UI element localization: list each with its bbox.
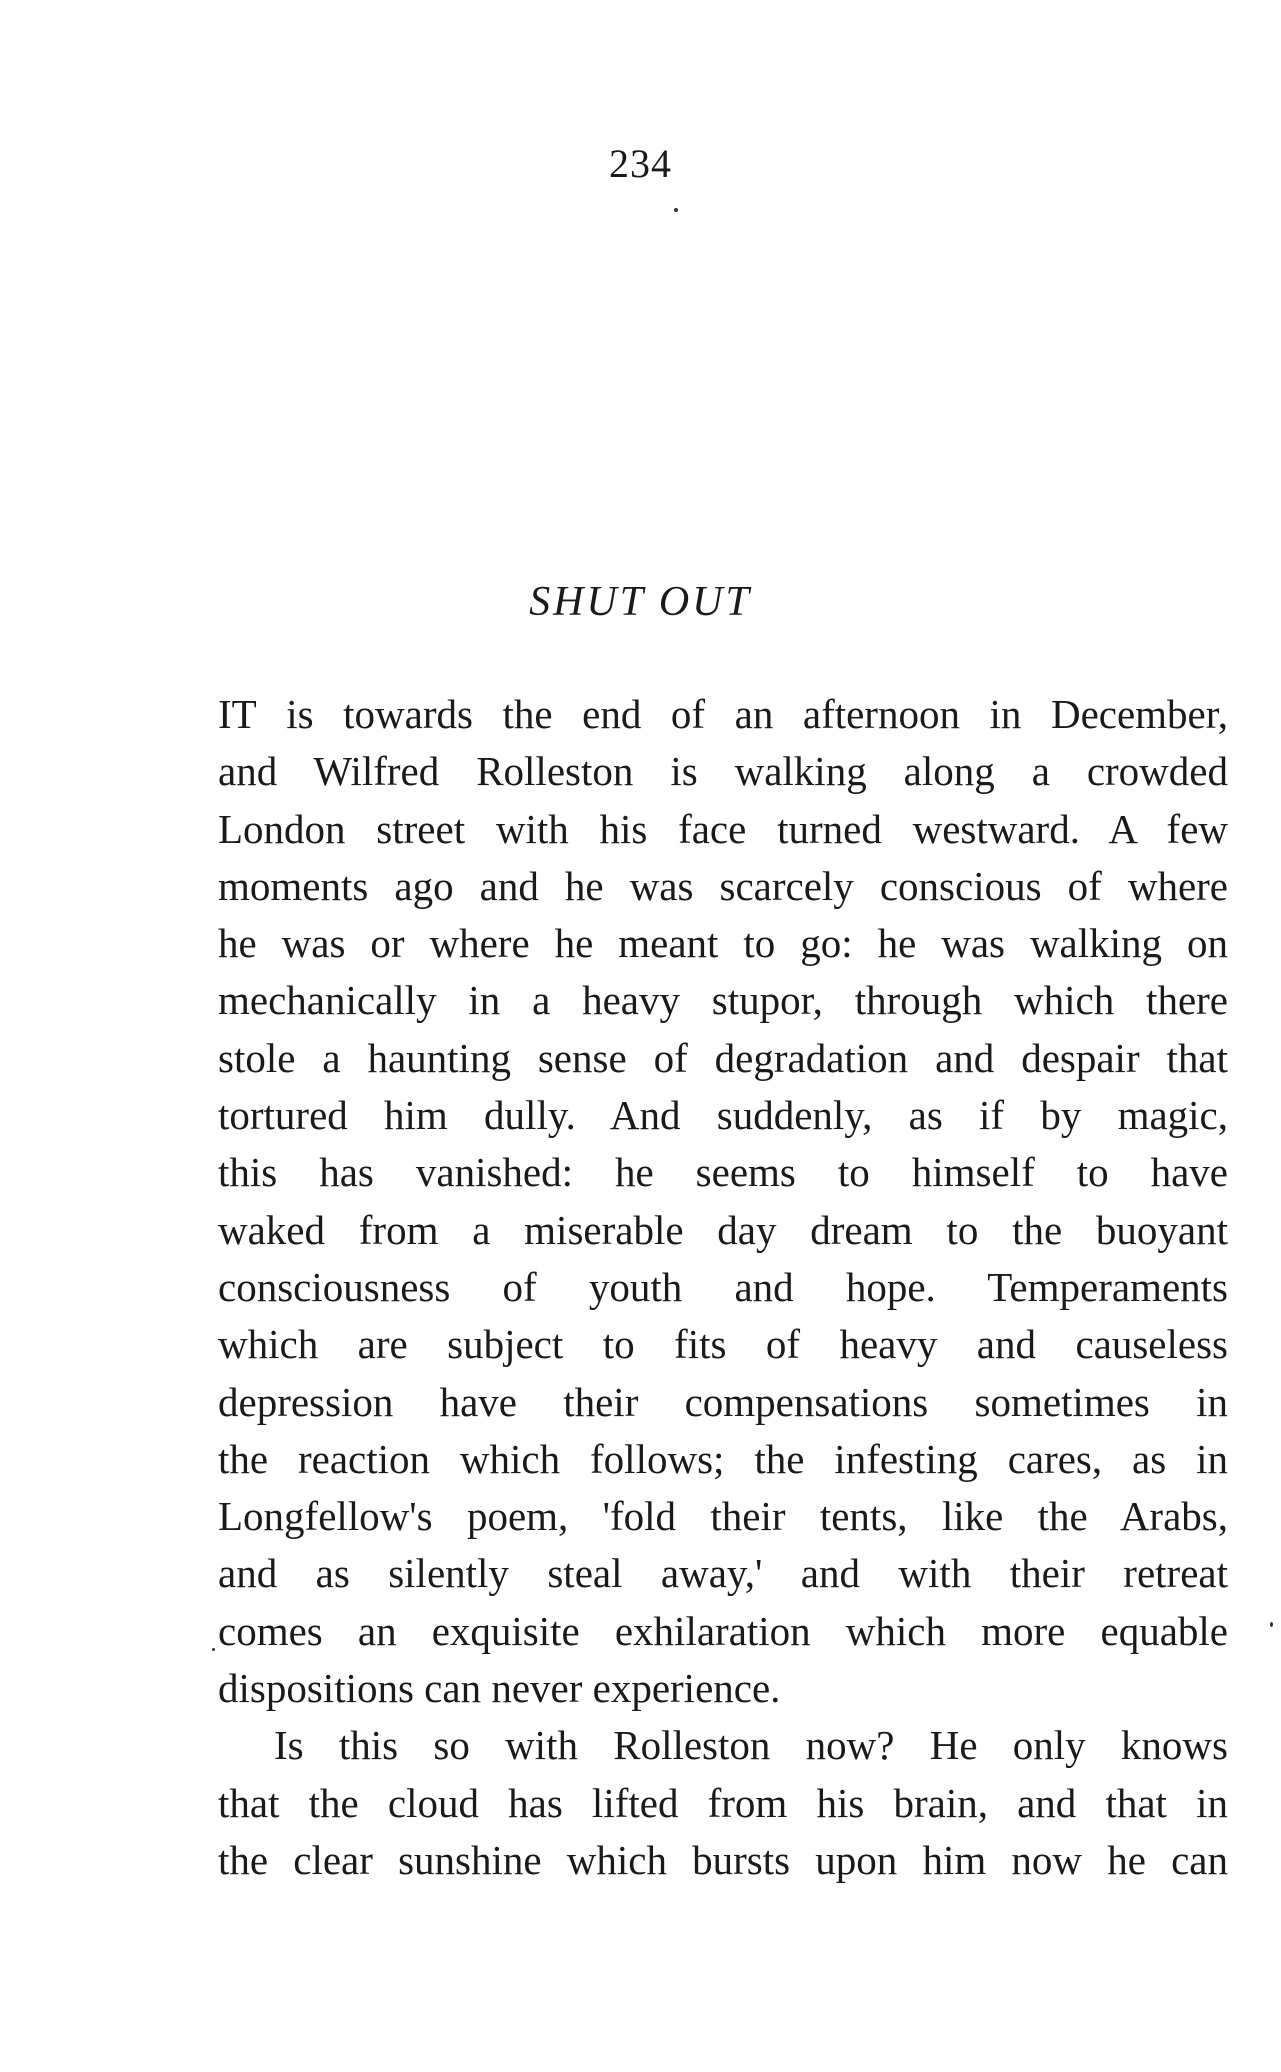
text-line-16: and as silently steal away,' and with their retreat	[218, 1550, 1228, 1597]
body-text	[218, 686, 1228, 1889]
drop-initial: I	[218, 691, 232, 737]
margin-speck	[1270, 1622, 1273, 1627]
text-line-7: stole a haunting sense of degradation and despair that	[218, 1034, 1228, 1081]
text-line-12: which are subject to fits of heavy and causeless	[218, 1321, 1228, 1368]
text-line-11: consciousness of youth and hope. Temperaments	[218, 1263, 1228, 1310]
text-line-19: Is this so with Rolleston now? He only knows	[274, 1722, 1228, 1769]
first-word-tail: T	[231, 691, 257, 737]
text-line-8: tortured him dully. And suddenly, as if by magic,	[218, 1092, 1228, 1139]
text-line-14: the reaction which follows; the infesting cares, as in	[218, 1435, 1228, 1482]
text-line-18: dispositions can never experience.	[218, 1665, 781, 1712]
page-number: 234	[609, 141, 672, 186]
print-speck	[674, 208, 678, 212]
text-line-10: waked from a miserable day dream to the buoyant	[218, 1206, 1228, 1253]
text-line-21: the clear sunshine which bursts upon him now he can	[218, 1836, 1228, 1883]
text-line-17: comes an exquisite exhilaration which more equable	[218, 1607, 1228, 1654]
text-line-2: and Wilfred Rolleston is walking along a crowded	[218, 748, 1228, 795]
text-line-3: London street with his face turned westward. A few	[218, 805, 1228, 852]
text-line-9: this has vanished: he seems to himself to have	[218, 1149, 1228, 1196]
text-line-5: he was or where he meant to go: he was walking on	[218, 920, 1228, 967]
chapter-title: SHUT OUT	[529, 579, 752, 625]
text-line-1: IT is towards the end of an afternoon in December,	[218, 691, 1229, 737]
margin-speck-2	[212, 1648, 215, 1651]
text-line-13: depression have their compensations sometimes in	[218, 1378, 1228, 1425]
text-line-4: moments ago and he was scarcely conscious of where	[218, 862, 1228, 909]
text-line-20: that the cloud has lifted from his brain, and that in	[218, 1779, 1228, 1826]
text-line-15: Longfellow's poem, 'fold their tents, like the Arabs,	[218, 1493, 1228, 1540]
text-line-6: mechanically in a heavy stupor, through which there	[218, 977, 1228, 1024]
